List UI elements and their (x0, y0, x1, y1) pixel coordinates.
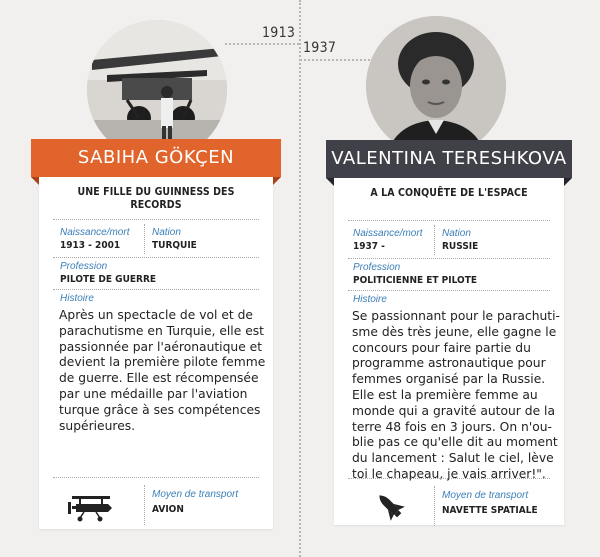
nation-value: RUSSIE (442, 241, 479, 252)
history-line: Se passionnant pour le parachuti- (352, 309, 560, 323)
history-line: turque grâce à ses compétences (59, 402, 261, 417)
nation-label: Nation (152, 227, 181, 238)
portrait-valentina-tereshkova (366, 16, 506, 156)
transport-label: Moyen de transport (442, 490, 529, 501)
timeline-connector-left (225, 43, 299, 45)
history-line: supérieures. (59, 418, 136, 433)
history-line: de guerre. Elle est récompensée (59, 371, 259, 386)
divider (348, 478, 550, 479)
name-banner-left (31, 139, 281, 177)
timeline-connector-right (300, 59, 370, 61)
transport-value: NAVETTE SPATIALE (442, 505, 538, 516)
nation-label: Nation (442, 228, 471, 239)
person-name-left: SABIHA GÖKÇEN (77, 147, 235, 168)
history-line: Elle est la première femme au (352, 387, 538, 402)
history-line: blie pas ce qu'elle dit au moment (352, 435, 558, 450)
history-line: femmes organisé par la Russie. (352, 372, 546, 387)
divider (53, 257, 259, 258)
profession-label: Profession (353, 262, 401, 273)
history-line: terre 48 fois en 3 jours. On n'ou- (352, 419, 552, 434)
banner-fold (326, 178, 334, 186)
history-line: passionnée par l'aéronautique et (59, 339, 263, 354)
divider (434, 225, 435, 255)
divider (434, 486, 435, 526)
person-name-right: VALENTINA TERESHKOVA (331, 148, 567, 169)
history-line: Après un spectacle de vol et de (59, 308, 254, 322)
nation-value: TURQUIE (152, 240, 197, 251)
card-subtitle: A LA CONQUÊTE DE L'ESPACE (370, 186, 528, 199)
history-line: concours pour faire partie du (352, 340, 531, 355)
divider (348, 290, 550, 291)
year-1937: 1937 (303, 40, 337, 56)
year-1913: 1913 (262, 25, 296, 41)
transport-label: Moyen de transport (152, 489, 239, 500)
history-line: toi le chapeau, je vais arriver!". (352, 466, 546, 481)
history-label: Histoire (60, 293, 94, 304)
divider (53, 289, 259, 290)
biplane-icon (66, 492, 116, 522)
divider (348, 258, 550, 259)
divider (53, 477, 259, 478)
profile-card-left (39, 177, 273, 529)
divider (348, 220, 550, 221)
profession-label: Profession (60, 261, 108, 272)
banner-fold (564, 178, 572, 186)
birth-value: 1937 - (353, 241, 385, 252)
history-line: devient la première pilote femme (59, 355, 266, 370)
history-text (352, 309, 562, 483)
history-text (59, 308, 273, 434)
divider (53, 219, 259, 220)
timeline-line (299, 0, 301, 557)
name-banner-right (326, 140, 572, 178)
history-line: sme dès très jeune, elle gagne le (352, 324, 557, 339)
history-label: Histoire (353, 294, 387, 305)
birth-value: 1913 - 2001 (60, 240, 121, 251)
birth-label: Naissance/mort (353, 228, 423, 239)
transport-value: AVION (152, 504, 184, 515)
space-shuttle-icon (372, 489, 408, 523)
history-line: parachutisme en Turquie, elle est (59, 323, 264, 338)
history-line: monde qui a gravité autour de la (352, 403, 555, 418)
banner-fold (273, 177, 281, 185)
history-line: par une médaille par l'aviation (59, 386, 248, 401)
profile-card-right (334, 178, 564, 525)
birth-label: Naissance/mort (60, 227, 130, 238)
profession-value: POLITICIENNE ET PILOTE (353, 275, 477, 286)
divider (144, 224, 145, 254)
card-subtitle: UNE FILLE DU GUINNESS DES RECORDS (77, 185, 235, 211)
history-line: programme astronautique pour (352, 356, 546, 371)
history-line: du lancement : Salut le ciel, lève (352, 451, 554, 466)
profession-value: PILOTE DE GUERRE (60, 274, 157, 285)
banner-fold (31, 177, 39, 185)
divider (144, 485, 145, 525)
